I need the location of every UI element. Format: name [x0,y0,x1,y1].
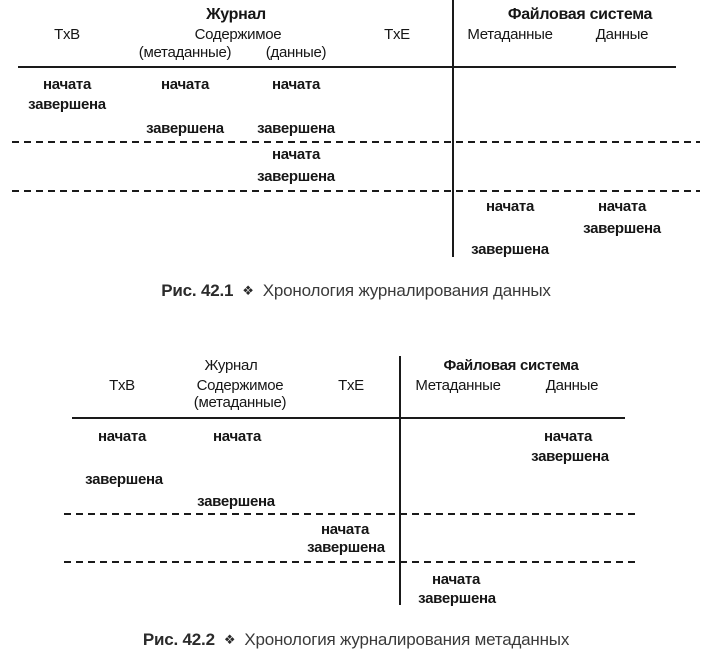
fig2-col-txe: TxE [338,377,364,394]
fig1-fs-data-started: начата [598,198,646,215]
fig1-fs-meta-completed: завершена [471,241,549,258]
fig2-col-contents: Содержимое [196,377,284,394]
fig1-journal-data-started: начата [272,76,320,93]
fig2-col-fs-data: Данные [545,377,599,394]
fig1-fs-meta-started: начата [486,198,534,215]
caption-ornament-icon: ❖ [223,632,236,647]
fig2-caption [0,631,712,649]
fig1-txe-write-completed: завершена [257,168,335,185]
fig1-col-fs-metadata: Метаданные [467,26,553,43]
caption-ornament-icon: ❖ [242,283,254,298]
fig2-txb-completed: завершена [85,471,163,488]
fig2-fs-meta-completed: завершена [418,590,496,607]
fig2-fs-meta-started: начата [432,571,480,588]
fig2-header-rule [72,417,625,419]
fig2-dashed-separator-1 [64,513,640,515]
fig2-txe-started: начата [321,521,369,538]
fig2-journal-meta-completed: завершена [197,493,275,510]
fig1-txb-started: начата [43,76,91,93]
fig2-journal-fs-divider [399,356,401,605]
fig1-dashed-separator-1 [12,141,700,143]
fig2-txe-completed: завершена [307,539,385,556]
fig1-txb-completed: завершена [28,96,106,113]
fig2-fs-data-started: начата [544,428,592,445]
fig2-caption-text: Хронология журналирования метаданных [244,630,570,649]
fig1-caption-text: Хронология журналирования данных [262,281,551,300]
fig1-caption [0,282,712,300]
fig1-col-txe: TxE [384,26,410,43]
fig1-journal-title: Журнал [206,6,266,23]
fig1-txe-write-started: начата [272,146,320,163]
fig2-txb-started: начата [98,428,146,445]
fig2-col-txb: TxB [109,377,135,394]
fig2-journal-title: Журнал [204,357,258,374]
fig1-dashed-separator-2 [12,190,700,192]
fig2-subcol-metadata: (метаданные) [193,394,287,411]
fig1-journal-meta-completed: завершена [146,120,224,137]
fig1-subcol-data: (данные) [265,44,327,61]
fig2-col-fs-metadata: Метаданные [415,377,501,394]
fig1-col-fs-data: Данные [595,26,649,43]
fig1-header-rule [18,66,676,68]
fig2-caption-label: Рис. 42.2 [142,630,215,649]
fig1-col-contents: Содержимое [194,26,282,43]
fig1-filesystem-title: Файловая система [507,6,653,23]
fig2-fs-data-completed: завершена [531,448,609,465]
fig1-col-txb: TxB [54,26,80,43]
fig1-journal-data-completed: завершена [257,120,335,137]
fig1-subcol-metadata: (метаданные) [138,44,232,61]
fig1-caption-label: Рис. 42.1 [161,281,234,300]
fig2-filesystem-title: Файловая система [443,357,579,374]
fig2-journal-meta-started: начата [213,428,261,445]
fig2-dashed-separator-2 [64,561,640,563]
fig1-fs-data-completed: завершена [583,220,661,237]
fig1-journal-meta-started: начата [161,76,209,93]
fig1-journal-fs-divider [452,0,454,257]
